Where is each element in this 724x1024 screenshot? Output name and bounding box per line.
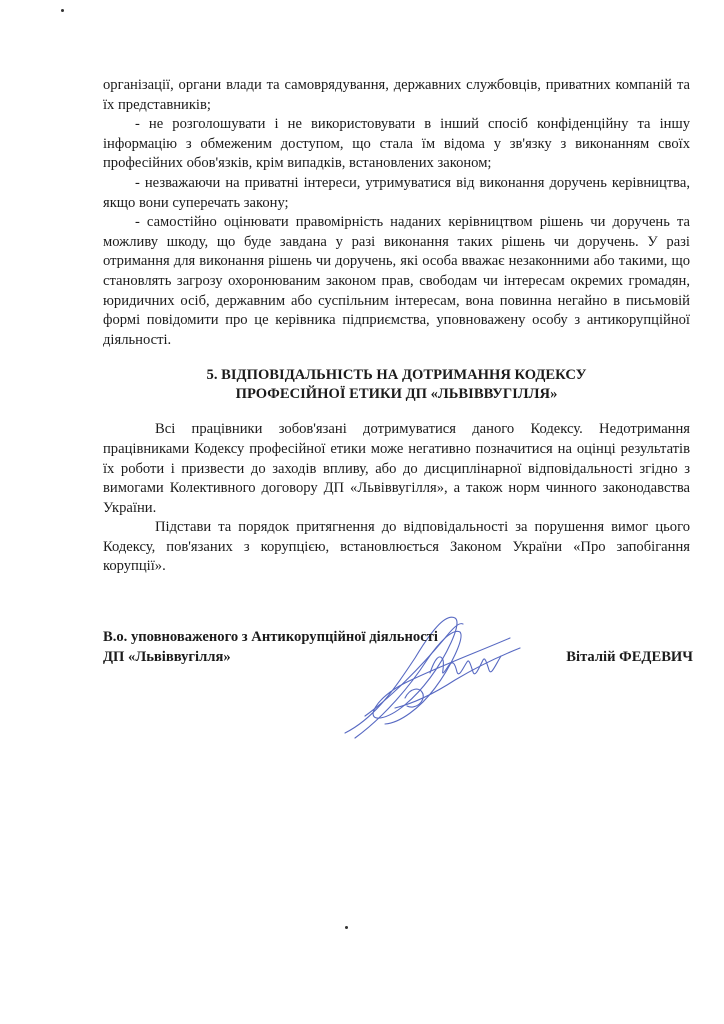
signature-block [103, 627, 693, 667]
body-paragraph: - самостійно оцінювати правомірність наданих керівництвом рішень чи доручень та можливу шкоду, що буде завдана у разі виконання таких рішень чи доручень. У разі отримання для виконання рішень чи доручень, які особа вважає незаконними або такими, що становлять загрозу охоронюваним законом прав, свободам чи інтересам окремих громадян, юридичних осіб, державним або суспільним інтересам, вона повинна негайно в письмовій формі повідомити про це керівника підприємства, уповноважену особу з антикорупційної діяльності. [103, 214, 690, 348]
body-paragraph: організації, органи влади та самоврядування, державних службовців, приватних компаній та їх представників; [103, 77, 690, 113]
section-heading-line: 5. ВІДПОВІДАЛЬНІСТЬ НА ДОТРИМАННЯ КОДЕКСУ [206, 367, 587, 384]
section-heading-line: ПРОФЕСІЙНОЇ ЕТИКИ ДП «ЛЬВІВВУГІЛЛЯ» [235, 386, 558, 403]
signatory-name: Віталій ФЕДЕВИЧ [566, 649, 693, 665]
section-heading [103, 366, 690, 404]
signatory-position-line: В.о. уповноваженого з Антикорупційної діяльності [103, 629, 438, 645]
scan-speck [61, 9, 64, 12]
body-paragraph: - незважаючи на приватні інтереси, утримуватися від виконання доручень керівництва, якщо вони суперечать закону; [103, 174, 690, 211]
section-paragraph: Всі працівники зобов'язані дотримуватися даного Кодексу. Недотримання працівниками Кодексу професійної етики може негативно позначитися на оцінці результатів їх роботи і призвести до заходів впливу, або до дисциплінарної відповідальності згідно з вимогами Колективного договору ДП «Львіввугілля», а також норм чинного законодавства України. [103, 421, 690, 516]
signatory-position-line: ДП «Львіввугілля» [103, 649, 231, 665]
section-paragraph: Підстави та порядок притягнення до відповідальності за порушення вимог цього Кодексу, пов'язаних з корупцією, встановлюється Законом України «Про запобігання корупції». [103, 519, 690, 575]
document-body [103, 76, 690, 577]
scan-speck [345, 926, 348, 929]
body-paragraph: - не розголошувати і не використовувати в інший спосіб конфіденційну та іншу інформацію з обмеженим доступом, що стала їм відома у зв'язку з виконанням своїх професійних обов'язків, крім випадків, встановлених законом; [103, 116, 690, 172]
handwritten-signature [335, 598, 525, 748]
